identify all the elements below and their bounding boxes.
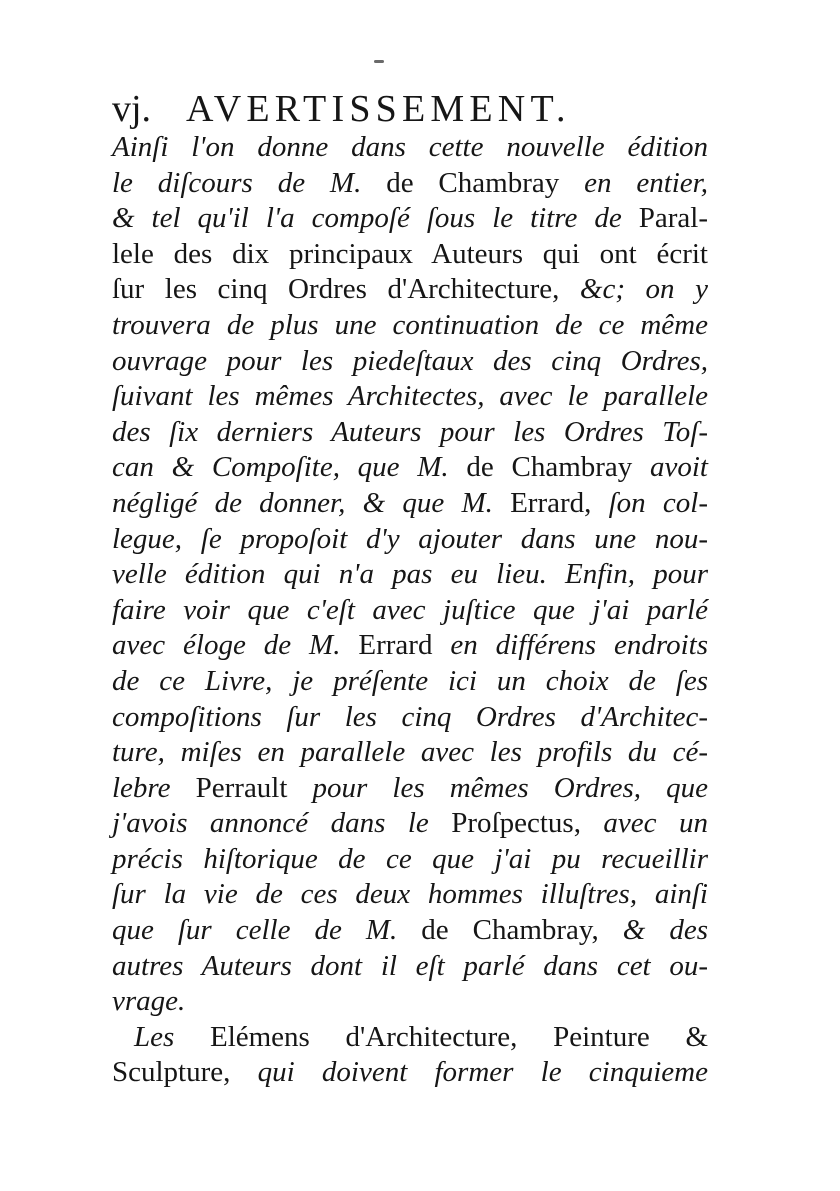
text-line bbox=[112, 806, 708, 842]
text-segment: Ainſi l'on donne dans cette nouvelle édition bbox=[112, 131, 708, 163]
text-segment: vrage. bbox=[112, 985, 186, 1018]
text-line bbox=[112, 166, 708, 202]
text-segment: avoit bbox=[650, 451, 708, 484]
text-segment: ſur la vie de ces deux hommes illuſtres, ainſi bbox=[112, 878, 708, 911]
text-segment: ouvrage pour les piedeſtaux des cinq Ordres, bbox=[112, 344, 708, 377]
text-segment: Errard bbox=[358, 629, 451, 662]
text-line bbox=[112, 1020, 708, 1056]
page-header bbox=[110, 84, 710, 134]
text-segment: autres Auteurs dont il eſt parlé dans cet ou- bbox=[112, 949, 708, 982]
text-line bbox=[112, 700, 708, 736]
text-line bbox=[112, 1055, 708, 1091]
text-segment: des ſix derniers Auteurs pour les Ordres Toſ- bbox=[112, 415, 708, 448]
text-line bbox=[112, 237, 708, 273]
text-segment: trouvera de plus une continuation de ce même bbox=[112, 308, 708, 341]
text-line bbox=[112, 913, 708, 949]
text-segment: avec un bbox=[603, 807, 708, 840]
text-line bbox=[112, 628, 708, 664]
text-line bbox=[112, 379, 708, 415]
text-line bbox=[112, 450, 708, 486]
text-segment: compoſitions ſur les cinq Ordres d'Architec- bbox=[112, 700, 708, 733]
text-line bbox=[112, 842, 708, 878]
text-segment: can & Compoſite, que M. bbox=[112, 451, 467, 484]
text-segment: ſon col- bbox=[608, 486, 708, 519]
text-segment: de Chambray bbox=[386, 166, 585, 199]
text-segment: faire voir que c'eſt avec juſtice que j'ai parlé bbox=[112, 593, 708, 626]
text-segment: de Chambray bbox=[466, 451, 650, 484]
text-segment: avec éloge de M. bbox=[112, 629, 359, 662]
text-line bbox=[112, 771, 708, 807]
text-segment: Perrault bbox=[195, 771, 313, 804]
body-text bbox=[112, 130, 708, 1091]
running-head: AVERTISSEMENT. bbox=[186, 88, 571, 130]
text-segment: velle édition qui n'a pas eu lieu. Enfin, pour bbox=[112, 558, 708, 591]
text-line bbox=[112, 308, 708, 344]
text-segment: précis hiſtorique de ce que j'ai pu recueillir bbox=[112, 842, 708, 875]
text-line bbox=[112, 984, 708, 1020]
text-segment: legue, ſe propoſoit d'y ajouter dans une nou- bbox=[112, 522, 708, 555]
text-line bbox=[112, 735, 708, 771]
text-segment: Errard, bbox=[510, 486, 609, 519]
text-line bbox=[112, 130, 708, 166]
text-segment: Elémens d'Architecture, Peinture & bbox=[209, 1020, 708, 1053]
text-line bbox=[112, 877, 708, 913]
text-line bbox=[112, 486, 708, 522]
text-line bbox=[112, 557, 708, 593]
text-segment: &c; on y bbox=[579, 273, 708, 306]
text-segment: Paral- bbox=[638, 202, 708, 235]
text-segment: & des bbox=[622, 914, 708, 947]
text-line bbox=[112, 522, 708, 558]
text-segment: qui doivent former le cinquieme bbox=[257, 1056, 708, 1089]
text-segment: le diſcours de M. bbox=[112, 166, 387, 199]
text-segment: ſur les cinq Ordres d'Architecture, bbox=[112, 273, 580, 306]
text-segment: lebre bbox=[112, 771, 196, 804]
text-segment: lele des dix principaux Auteurs qui ont écrit bbox=[112, 237, 708, 270]
text-segment: Les bbox=[134, 1020, 210, 1053]
text-segment: Sculpture, bbox=[112, 1056, 258, 1089]
text-segment: ſuivant les mêmes Architectes, avec le parallele bbox=[112, 380, 708, 413]
text-segment: de Chambray, bbox=[421, 914, 623, 947]
text-segment: négligé de donner, & que M. bbox=[112, 486, 511, 519]
text-line bbox=[112, 593, 708, 629]
text-segment: j'avois annoncé dans le bbox=[112, 807, 452, 840]
text-line bbox=[112, 949, 708, 985]
text-line bbox=[112, 415, 708, 451]
text-line bbox=[112, 201, 708, 237]
text-segment: Proſpectus, bbox=[451, 807, 604, 840]
text-line bbox=[112, 272, 708, 308]
text-segment: de ce Livre, je préſente ici un choix de ſes bbox=[112, 664, 708, 697]
text-segment: ture, miſes en parallele avec les profils du cé- bbox=[112, 736, 708, 769]
ink-speck bbox=[374, 60, 384, 63]
text-line bbox=[112, 344, 708, 380]
text-segment: en entier, bbox=[584, 166, 709, 199]
page-number: vj. bbox=[112, 88, 152, 130]
text-segment: pour les mêmes Ordres, que bbox=[312, 771, 708, 804]
text-line bbox=[112, 664, 708, 700]
text-segment: que ſur celle de M. bbox=[112, 914, 422, 947]
text-segment: en différens endroits bbox=[450, 629, 708, 662]
text-segment: & tel qu'il l'a compoſé ſous le titre de bbox=[112, 202, 639, 235]
